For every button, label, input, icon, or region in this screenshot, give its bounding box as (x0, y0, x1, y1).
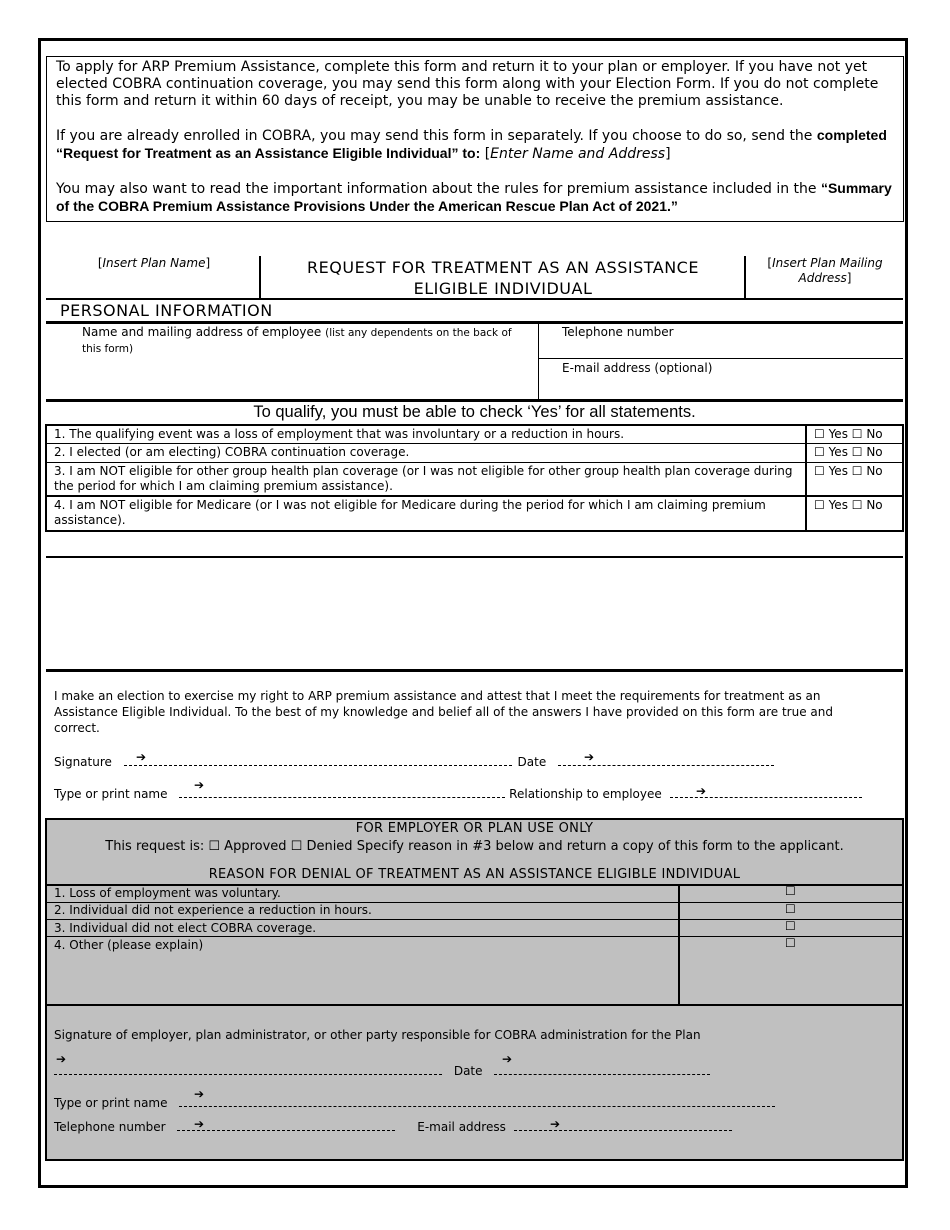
denial-bottom-rule (46, 1004, 903, 1006)
employer-signature-input[interactable] (54, 1062, 442, 1075)
request-status: This request is: ☐ Approved ☐ Denied Specify reason in #3 below and return a copy of this form to the applicant. (105, 839, 844, 854)
arrow-icon: ➔ (584, 750, 595, 764)
blank-area-top-rule (46, 556, 903, 558)
employee-name-note: (list any dependents on the back of this form) (82, 327, 512, 355)
employer-print-name-row (54, 1094, 775, 1110)
personal-bottom-rule (46, 399, 903, 402)
date-label: Date (517, 755, 547, 769)
intro-box (46, 56, 904, 222)
arrow-icon: ➔ (194, 1087, 205, 1101)
telephone-field[interactable] (562, 325, 892, 355)
header-divider-right (744, 256, 746, 298)
form-title (262, 257, 744, 299)
email-field[interactable] (562, 361, 892, 397)
employer-email-input[interactable] (514, 1118, 732, 1131)
form-title-line-2: ELIGIBLE INDIVIDUAL (413, 279, 593, 298)
qualify-statement-3: 3. I am NOT eligible for other group health plan coverage (or I was not eligible for other group health plan coverage during the period for which I am claiming premium assistance). (54, 464, 793, 493)
employer-date-label: Date (453, 1064, 483, 1078)
arrow-icon: ➔ (194, 1117, 205, 1131)
intro-p3-text: You may also want to read the important information about the rules for premium assistance included in the (56, 181, 817, 197)
qualify-statement-4: 4. I am NOT eligible for Medicare (or I was not eligible for Medicare during the period for which I am claiming premium assistance). (54, 498, 766, 527)
intro-p2-text: If you are already enrolled in COBRA, you may send this form in separately. If you choose to do so, send the (56, 128, 813, 144)
employee-name-address-field[interactable] (82, 325, 532, 357)
email-label: E-mail address (optional) (562, 361, 713, 375)
signature-label: Signature (54, 755, 112, 769)
blank-area-bottom-rule (46, 669, 903, 672)
qualify-row-2 (46, 444, 903, 463)
plan-address-placeholder: [Insert Plan Mailing Address] (767, 256, 883, 285)
denial-heading: REASON FOR DENIAL OF TREATMENT AS AN ASSISTANCE ELIGIBLE INDIVIDUAL (208, 867, 741, 882)
phone-email-rule (538, 358, 903, 359)
signature-row (54, 753, 774, 769)
qualify-checkbox-2[interactable]: ☐ Yes ☐ No (814, 445, 883, 459)
qualify-checkbox-1[interactable]: ☐ Yes ☐ No (814, 427, 883, 441)
print-name-row (54, 785, 862, 801)
relationship-label: Relationship to employee (509, 787, 662, 801)
employer-phone-input[interactable] (177, 1118, 395, 1131)
arrow-icon: ➔ (696, 784, 707, 798)
personal-info-heading: PERSONAL INFORMATION (60, 301, 273, 320)
header-bottom-rule (46, 298, 903, 300)
denial-reason-4: 4. Other (please explain) (54, 938, 204, 952)
denial-reason-3: 3. Individual did not elect COBRA coverage. (54, 921, 317, 935)
plan-address-text: Insert Plan Mailing Address (772, 256, 883, 285)
employer-print-name-label: Type or print name (54, 1096, 168, 1110)
denial-checkbox-2[interactable]: ☐ (785, 902, 796, 916)
print-name-input[interactable] (179, 785, 505, 798)
denial-reason-1: 1. Loss of employment was voluntary. (54, 886, 281, 900)
employer-phone-label: Telephone number (54, 1120, 166, 1134)
qualify-row-4 (46, 497, 903, 530)
employer-signature-label: Signature of employer, plan administrator, or other party responsible for COBRA administration for the Plan (54, 1028, 701, 1042)
employee-name-label: Name and mailing address of employee (82, 325, 322, 339)
employer-date-input[interactable] (494, 1062, 710, 1075)
arrow-icon: ➔ (194, 778, 205, 792)
employer-heading: FOR EMPLOYER OR PLAN USE ONLY (355, 821, 594, 836)
qualify-heading: To qualify, you must be able to check ‘Yes’ for all statements. (253, 403, 696, 421)
denial-reason-2: 2. Individual did not experience a reduction in hours. (54, 903, 372, 917)
qualify-statement-1: 1. The qualifying event was a loss of employment that was involuntary or a reduction in hours. (54, 427, 625, 441)
personal-heading-rule (46, 321, 903, 324)
plan-name-placeholder: [Insert Plan Name] (97, 256, 211, 270)
arrow-icon: ➔ (550, 1117, 561, 1131)
employer-contact-row (54, 1118, 732, 1134)
intro-p3-bold: “Summary of the COBRA Premium Assistance Provisions Under the American Rescue Plan Act of 2021.” (56, 180, 892, 214)
employer-signature-row (54, 1062, 710, 1078)
qualify-checkbox-3[interactable]: ☐ Yes ☐ No (814, 464, 883, 478)
print-name-label: Type or print name (54, 787, 168, 801)
denial-row-rule (46, 919, 903, 920)
personal-divider (538, 323, 539, 400)
arrow-icon: ➔ (56, 1052, 67, 1066)
arrow-icon: ➔ (136, 750, 147, 764)
intro-paragraph-2: If you are already enrolled in COBRA, you may send this form in separately. If you choose to do so, send the completed “Request for Treatment as an Assistance Eligible Individual” to: [Enter Name and Address] (56, 127, 887, 162)
intro-p2-bold: completed “Request for Treatment as an Assistance Eligible Individual” to: (56, 127, 887, 161)
intro-paragraph-1: To apply for ARP Premium Assistance, complete this form and return it to your plan or employer. If you have not yet elected COBRA continuation coverage, you may send this form along with your Election Form. If you do not complete this form and return it within 60 days of receipt, you may be unable to receive the premium assistance. (56, 59, 879, 109)
denial-checkbox-4[interactable]: ☐ (785, 936, 796, 950)
denial-checkbox-1[interactable]: ☐ (785, 884, 796, 898)
telephone-label: Telephone number (562, 325, 674, 339)
intro-p2-placeholder: Enter Name and Address (490, 146, 666, 162)
employer-print-name-input[interactable] (179, 1094, 775, 1107)
header-divider-left (259, 256, 261, 298)
signature-input[interactable] (124, 753, 512, 766)
qualify-statement-2: 2. I elected (or am electing) COBRA continuation coverage. (54, 445, 410, 459)
qualify-checkbox-4[interactable]: ☐ Yes ☐ No (814, 498, 883, 512)
denial-checkbox-3[interactable]: ☐ (785, 919, 796, 933)
arrow-icon: ➔ (502, 1052, 513, 1066)
qualify-row-1 (46, 426, 903, 444)
form-title-line-1: REQUEST FOR TREATMENT AS AN ASSISTANCE (307, 258, 699, 277)
attestation-text: I make an election to exercise my right to ARP premium assistance and attest that I meet the requirements for treatment as an Assistance Eligible Individual. To the best of my knowledge and belief all of the answers I have provided on this form are true and correct. (54, 689, 833, 735)
employer-email-label: E-mail address (417, 1120, 506, 1134)
qualify-row-3 (46, 463, 903, 497)
plan-name-text: Insert Plan Name (102, 256, 206, 270)
denial-row-rule (46, 936, 903, 937)
intro-paragraph-3 (56, 180, 894, 216)
